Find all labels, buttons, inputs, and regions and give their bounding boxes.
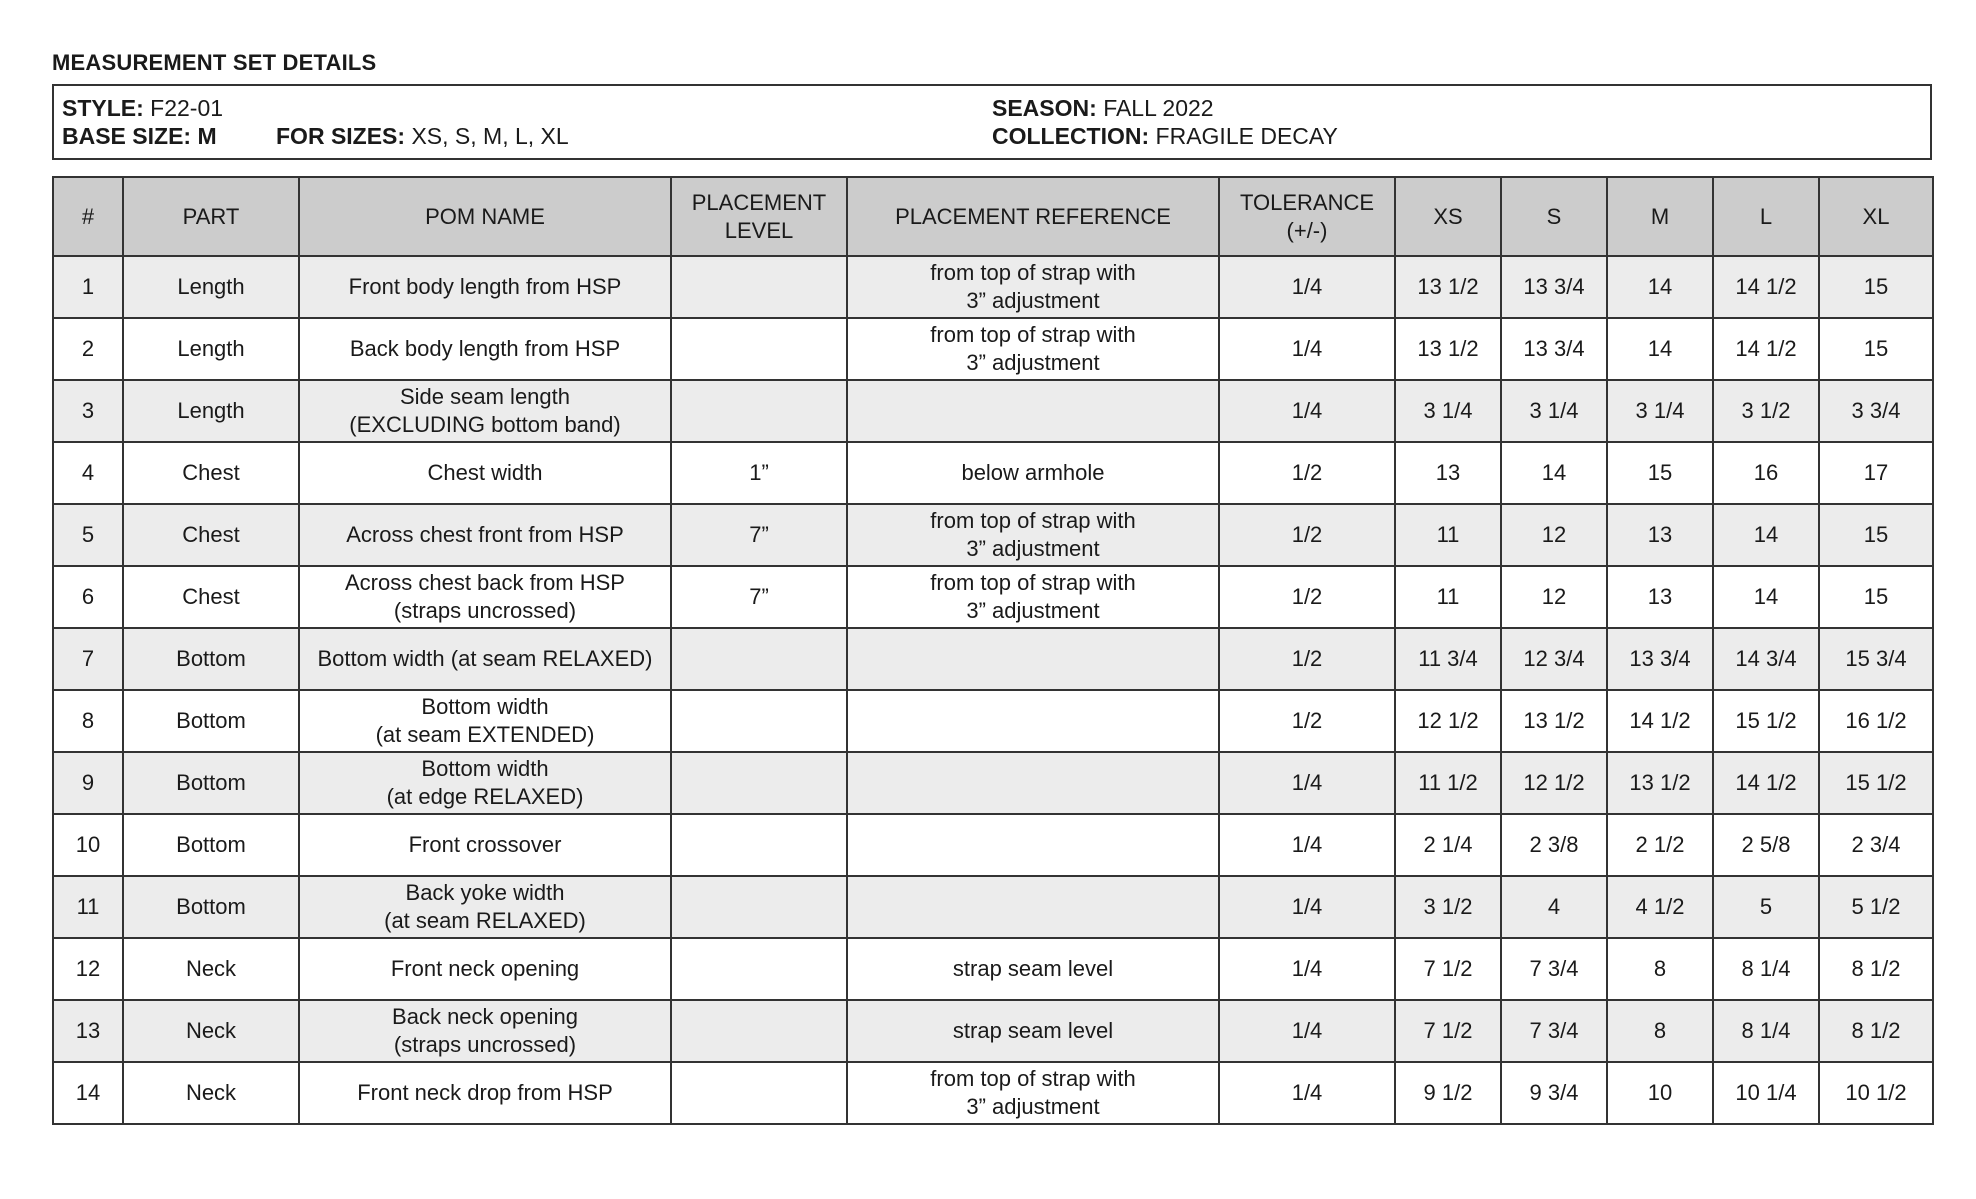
placement-reference-cell xyxy=(847,876,1219,938)
pom-name-cell xyxy=(299,814,671,876)
size-m-cell: 2 1/2 xyxy=(1607,814,1713,876)
pom-name-cell-line: Across chest front from HSP xyxy=(346,522,624,547)
header-text: XS xyxy=(1433,203,1463,229)
header-text: (+/-) xyxy=(1286,217,1328,243)
placement-reference-cell-line: from top of strap with xyxy=(930,260,1136,285)
placement-reference-cell xyxy=(847,690,1219,752)
size-xl-cell: 15 3/4 xyxy=(1819,628,1933,690)
size-m-cell: 13 xyxy=(1607,566,1713,628)
size-s-cell: 7 3/4 xyxy=(1501,1000,1607,1062)
size-xl-cell: 3 3/4 xyxy=(1819,380,1933,442)
size-s-cell: 7 3/4 xyxy=(1501,938,1607,1000)
tolerance-cell: 1/2 xyxy=(1219,504,1395,566)
placement-reference-cell xyxy=(847,256,1219,318)
pom-name-cell xyxy=(299,380,671,442)
placement-reference-cell-line: from top of strap with xyxy=(930,322,1136,347)
pom-name-cell-line: (at seam RELAXED) xyxy=(384,908,586,933)
collection-line xyxy=(992,122,1338,150)
row-number-cell: 7 xyxy=(53,628,123,690)
pom-name-cell xyxy=(299,938,671,1000)
size-m-cell: 4 1/2 xyxy=(1607,876,1713,938)
base-size-value: M xyxy=(197,123,217,149)
header-text: S xyxy=(1546,203,1562,229)
tolerance-cell: 1/4 xyxy=(1219,876,1395,938)
placement-reference-cell-line: 3” adjustment xyxy=(966,288,1100,313)
size-xl-cell: 15 xyxy=(1819,256,1933,318)
placement-level-cell xyxy=(671,318,847,380)
size-xs-cell: 9 1/2 xyxy=(1395,1062,1501,1124)
row-number-cell: 4 xyxy=(53,442,123,504)
header-size-m xyxy=(1607,177,1713,256)
row-number-cell: 5 xyxy=(53,504,123,566)
part-cell: Bottom xyxy=(123,690,299,752)
placement-reference-cell-line: 3” adjustment xyxy=(966,1094,1100,1119)
size-m-cell: 14 xyxy=(1607,318,1713,380)
pom-name-cell xyxy=(299,876,671,938)
size-m-cell: 13 xyxy=(1607,504,1713,566)
placement-reference-cell-line: strap seam level xyxy=(952,956,1114,981)
part-cell: Bottom xyxy=(123,628,299,690)
for-sizes-line xyxy=(276,122,569,150)
pom-name-cell-line: (straps uncrossed) xyxy=(393,598,577,623)
size-xs-cell: 3 1/2 xyxy=(1395,876,1501,938)
tolerance-cell: 1/2 xyxy=(1219,690,1395,752)
size-s-cell: 13 3/4 xyxy=(1501,256,1607,318)
tolerance-cell: 1/4 xyxy=(1219,752,1395,814)
part-cell: Neck xyxy=(123,1062,299,1124)
placement-reference-cell-line: 3” adjustment xyxy=(966,350,1100,375)
size-s-cell: 9 3/4 xyxy=(1501,1062,1607,1124)
size-xl-cell: 15 xyxy=(1819,318,1933,380)
pom-name-cell xyxy=(299,628,671,690)
placement-level-cell: 7” xyxy=(671,504,847,566)
placement-reference-cell-line: strap seam level xyxy=(952,1018,1114,1043)
size-xs-cell: 12 1/2 xyxy=(1395,690,1501,752)
size-xs-cell: 7 1/2 xyxy=(1395,938,1501,1000)
style-value: F22-01 xyxy=(150,95,224,121)
placement-reference-cell xyxy=(847,1062,1219,1124)
size-xs-cell: 2 1/4 xyxy=(1395,814,1501,876)
pom-name-cell-line: (EXCLUDING bottom band) xyxy=(349,412,621,437)
tolerance-cell: 1/4 xyxy=(1219,814,1395,876)
collection-value: FRAGILE DECAY xyxy=(1155,123,1338,149)
size-s-cell: 14 xyxy=(1501,442,1607,504)
size-m-cell: 8 xyxy=(1607,1000,1713,1062)
size-s-cell: 13 3/4 xyxy=(1501,318,1607,380)
placement-level-cell xyxy=(671,752,847,814)
pom-name-cell-line: Front body length from HSP xyxy=(348,274,622,299)
row-number-cell: 2 xyxy=(53,318,123,380)
header-number xyxy=(53,177,123,256)
header-text: L xyxy=(1759,203,1773,229)
pom-table xyxy=(52,176,1934,1125)
part-cell: Chest xyxy=(123,566,299,628)
row-number-cell: 8 xyxy=(53,690,123,752)
header-text: POM NAME xyxy=(425,203,545,229)
size-xl-cell: 10 1/2 xyxy=(1819,1062,1933,1124)
pom-name-cell-line: (straps uncrossed) xyxy=(393,1032,577,1057)
part-cell: Chest xyxy=(123,442,299,504)
size-m-cell: 8 xyxy=(1607,938,1713,1000)
measurement-set-document xyxy=(52,50,1932,1125)
placement-level-cell: 7” xyxy=(671,566,847,628)
season-line xyxy=(992,94,1214,122)
tolerance-cell: 1/4 xyxy=(1219,938,1395,1000)
header-tolerance xyxy=(1219,177,1395,256)
size-l-cell: 14 1/2 xyxy=(1713,752,1819,814)
size-xs-cell: 11 3/4 xyxy=(1395,628,1501,690)
size-m-cell: 13 1/2 xyxy=(1607,752,1713,814)
size-s-cell: 12 xyxy=(1501,504,1607,566)
placement-level-cell xyxy=(671,690,847,752)
placement-level-cell xyxy=(671,876,847,938)
tolerance-cell: 1/4 xyxy=(1219,318,1395,380)
pom-name-cell-line: (at seam EXTENDED) xyxy=(375,722,595,747)
pom-name-cell xyxy=(299,566,671,628)
table-row xyxy=(53,690,1933,752)
tolerance-cell: 1/4 xyxy=(1219,1000,1395,1062)
placement-reference-cell-line: 3” adjustment xyxy=(966,598,1100,623)
size-xs-cell: 7 1/2 xyxy=(1395,1000,1501,1062)
size-s-cell: 13 1/2 xyxy=(1501,690,1607,752)
size-s-cell: 2 3/8 xyxy=(1501,814,1607,876)
table-body xyxy=(53,256,1933,1124)
placement-reference-cell xyxy=(847,752,1219,814)
size-l-cell: 14 xyxy=(1713,566,1819,628)
placement-reference-cell-line: 3” adjustment xyxy=(966,536,1100,561)
header-placement-reference xyxy=(847,177,1219,256)
header-text: PART xyxy=(182,203,240,229)
placement-reference-cell xyxy=(847,628,1219,690)
base-size-label: BASE SIZE: xyxy=(62,123,192,149)
table-row xyxy=(53,566,1933,628)
table-row xyxy=(53,256,1933,318)
part-cell: Length xyxy=(123,318,299,380)
table-row xyxy=(53,628,1933,690)
placement-level-cell xyxy=(671,938,847,1000)
size-l-cell: 5 xyxy=(1713,876,1819,938)
season-value: FALL 2022 xyxy=(1103,95,1214,121)
pom-name-cell-line: (at edge RELAXED) xyxy=(386,784,584,809)
row-number-cell: 14 xyxy=(53,1062,123,1124)
tolerance-cell: 1/2 xyxy=(1219,442,1395,504)
placement-level-cell: 1” xyxy=(671,442,847,504)
placement-reference-cell xyxy=(847,938,1219,1000)
tolerance-cell: 1/4 xyxy=(1219,1062,1395,1124)
size-l-cell: 14 xyxy=(1713,504,1819,566)
pom-name-cell-line: Side seam length xyxy=(400,384,570,409)
size-s-cell: 12 1/2 xyxy=(1501,752,1607,814)
placement-level-cell xyxy=(671,814,847,876)
placement-reference-cell-line: from top of strap with xyxy=(930,1066,1136,1091)
size-xl-cell: 8 1/2 xyxy=(1819,1000,1933,1062)
size-m-cell: 14 xyxy=(1607,256,1713,318)
table-row xyxy=(53,876,1933,938)
pom-name-cell xyxy=(299,504,671,566)
row-number-cell: 12 xyxy=(53,938,123,1000)
for-sizes-label: FOR SIZES: xyxy=(276,123,406,149)
header-text: # xyxy=(81,203,95,229)
pom-name-cell xyxy=(299,752,671,814)
size-xs-cell: 11 xyxy=(1395,504,1501,566)
pom-name-cell-line: Front neck opening xyxy=(390,956,580,981)
placement-level-cell xyxy=(671,1000,847,1062)
table-row xyxy=(53,938,1933,1000)
size-l-cell: 14 1/2 xyxy=(1713,318,1819,380)
placement-level-cell xyxy=(671,256,847,318)
placement-level-cell xyxy=(671,1062,847,1124)
placement-reference-cell xyxy=(847,318,1219,380)
size-m-cell: 13 3/4 xyxy=(1607,628,1713,690)
size-l-cell: 15 1/2 xyxy=(1713,690,1819,752)
part-cell: Length xyxy=(123,380,299,442)
pom-name-cell-line: Chest width xyxy=(427,460,543,485)
placement-reference-cell xyxy=(847,814,1219,876)
pom-name-cell-line: Back body length from HSP xyxy=(349,336,621,361)
size-m-cell: 3 1/4 xyxy=(1607,380,1713,442)
size-l-cell: 10 1/4 xyxy=(1713,1062,1819,1124)
placement-reference-cell xyxy=(847,504,1219,566)
style-info-box xyxy=(52,84,1932,160)
header-text: XL xyxy=(1862,203,1890,229)
pom-name-cell xyxy=(299,442,671,504)
style-label: STYLE: xyxy=(62,95,144,121)
placement-reference-cell xyxy=(847,380,1219,442)
size-xl-cell: 16 1/2 xyxy=(1819,690,1933,752)
row-number-cell: 6 xyxy=(53,566,123,628)
size-xs-cell: 3 1/4 xyxy=(1395,380,1501,442)
pom-name-cell-line: Bottom width (at seam RELAXED) xyxy=(317,646,653,671)
tolerance-cell: 1/4 xyxy=(1219,256,1395,318)
header-placement-level xyxy=(671,177,847,256)
table-row xyxy=(53,380,1933,442)
pom-name-cell-line: Bottom width xyxy=(421,694,549,719)
header-text: PLACEMENT xyxy=(691,189,827,215)
table-row xyxy=(53,1062,1933,1124)
pom-name-cell xyxy=(299,690,671,752)
size-s-cell: 12 3/4 xyxy=(1501,628,1607,690)
size-xl-cell: 2 3/4 xyxy=(1819,814,1933,876)
size-xs-cell: 13 xyxy=(1395,442,1501,504)
row-number-cell: 9 xyxy=(53,752,123,814)
pom-name-cell-line: Back neck opening xyxy=(392,1004,578,1029)
placement-level-cell xyxy=(671,380,847,442)
size-xs-cell: 11 1/2 xyxy=(1395,752,1501,814)
size-xs-cell: 13 1/2 xyxy=(1395,256,1501,318)
pom-name-cell-line: Back yoke width xyxy=(405,880,565,905)
table-row xyxy=(53,752,1933,814)
part-cell: Neck xyxy=(123,1000,299,1062)
row-number-cell: 11 xyxy=(53,876,123,938)
part-cell: Chest xyxy=(123,504,299,566)
table-row xyxy=(53,814,1933,876)
placement-level-cell xyxy=(671,628,847,690)
pom-name-cell-line: Front neck drop from HSP xyxy=(357,1080,613,1105)
pom-name-cell xyxy=(299,1000,671,1062)
table-row xyxy=(53,318,1933,380)
size-xs-cell: 11 xyxy=(1395,566,1501,628)
row-number-cell: 10 xyxy=(53,814,123,876)
size-xl-cell: 15 xyxy=(1819,504,1933,566)
table-row xyxy=(53,1000,1933,1062)
placement-reference-cell-line: from top of strap with xyxy=(930,508,1136,533)
base-size-line xyxy=(62,122,217,150)
placement-reference-cell xyxy=(847,1000,1219,1062)
table-row xyxy=(53,504,1933,566)
tolerance-cell: 1/2 xyxy=(1219,566,1395,628)
size-l-cell: 16 xyxy=(1713,442,1819,504)
season-label: SEASON: xyxy=(992,95,1097,121)
tolerance-cell: 1/2 xyxy=(1219,628,1395,690)
pom-name-cell-line: Across chest back from HSP xyxy=(345,570,625,595)
tolerance-cell: 1/4 xyxy=(1219,380,1395,442)
for-sizes-value: XS, S, M, L, XL xyxy=(411,123,569,149)
part-cell: Bottom xyxy=(123,814,299,876)
header-size-l xyxy=(1713,177,1819,256)
placement-reference-cell xyxy=(847,566,1219,628)
header-size-xs xyxy=(1395,177,1501,256)
size-l-cell: 14 3/4 xyxy=(1713,628,1819,690)
size-s-cell: 3 1/4 xyxy=(1501,380,1607,442)
style-line xyxy=(62,94,223,122)
size-m-cell: 10 xyxy=(1607,1062,1713,1124)
placement-reference-cell-line: below armhole xyxy=(961,460,1105,485)
size-m-cell: 14 1/2 xyxy=(1607,690,1713,752)
collection-label: COLLECTION: xyxy=(992,123,1150,149)
part-cell: Neck xyxy=(123,938,299,1000)
header-text: TOLERANCE xyxy=(1239,189,1375,215)
header-part xyxy=(123,177,299,256)
header-text: M xyxy=(1650,203,1670,229)
size-xl-cell: 8 1/2 xyxy=(1819,938,1933,1000)
size-s-cell: 4 xyxy=(1501,876,1607,938)
header-pom-name xyxy=(299,177,671,256)
size-xl-cell: 15 xyxy=(1819,566,1933,628)
pom-name-cell xyxy=(299,318,671,380)
pom-name-cell xyxy=(299,1062,671,1124)
size-xs-cell: 13 1/2 xyxy=(1395,318,1501,380)
size-xl-cell: 15 1/2 xyxy=(1819,752,1933,814)
size-xl-cell: 5 1/2 xyxy=(1819,876,1933,938)
placement-reference-cell-line: from top of strap with xyxy=(930,570,1136,595)
row-number-cell: 3 xyxy=(53,380,123,442)
size-l-cell: 8 1/4 xyxy=(1713,938,1819,1000)
table-header-row xyxy=(53,177,1933,256)
size-l-cell: 8 1/4 xyxy=(1713,1000,1819,1062)
row-number-cell: 13 xyxy=(53,1000,123,1062)
size-m-cell: 15 xyxy=(1607,442,1713,504)
size-xl-cell: 17 xyxy=(1819,442,1933,504)
size-s-cell: 12 xyxy=(1501,566,1607,628)
size-l-cell: 2 5/8 xyxy=(1713,814,1819,876)
pom-name-cell-line: Bottom width xyxy=(421,756,549,781)
document-title: MEASUREMENT SET DETAILS xyxy=(52,50,377,75)
part-cell: Bottom xyxy=(123,876,299,938)
size-l-cell: 3 1/2 xyxy=(1713,380,1819,442)
header-size-s xyxy=(1501,177,1607,256)
header-text: PLACEMENT REFERENCE xyxy=(895,203,1171,229)
pom-name-cell-line: Front crossover xyxy=(408,832,562,857)
table-row xyxy=(53,442,1933,504)
part-cell: Bottom xyxy=(123,752,299,814)
pom-name-cell xyxy=(299,256,671,318)
header-size-xl xyxy=(1819,177,1933,256)
row-number-cell: 1 xyxy=(53,256,123,318)
placement-reference-cell xyxy=(847,442,1219,504)
part-cell: Length xyxy=(123,256,299,318)
size-l-cell: 14 1/2 xyxy=(1713,256,1819,318)
header-text: LEVEL xyxy=(724,217,794,243)
